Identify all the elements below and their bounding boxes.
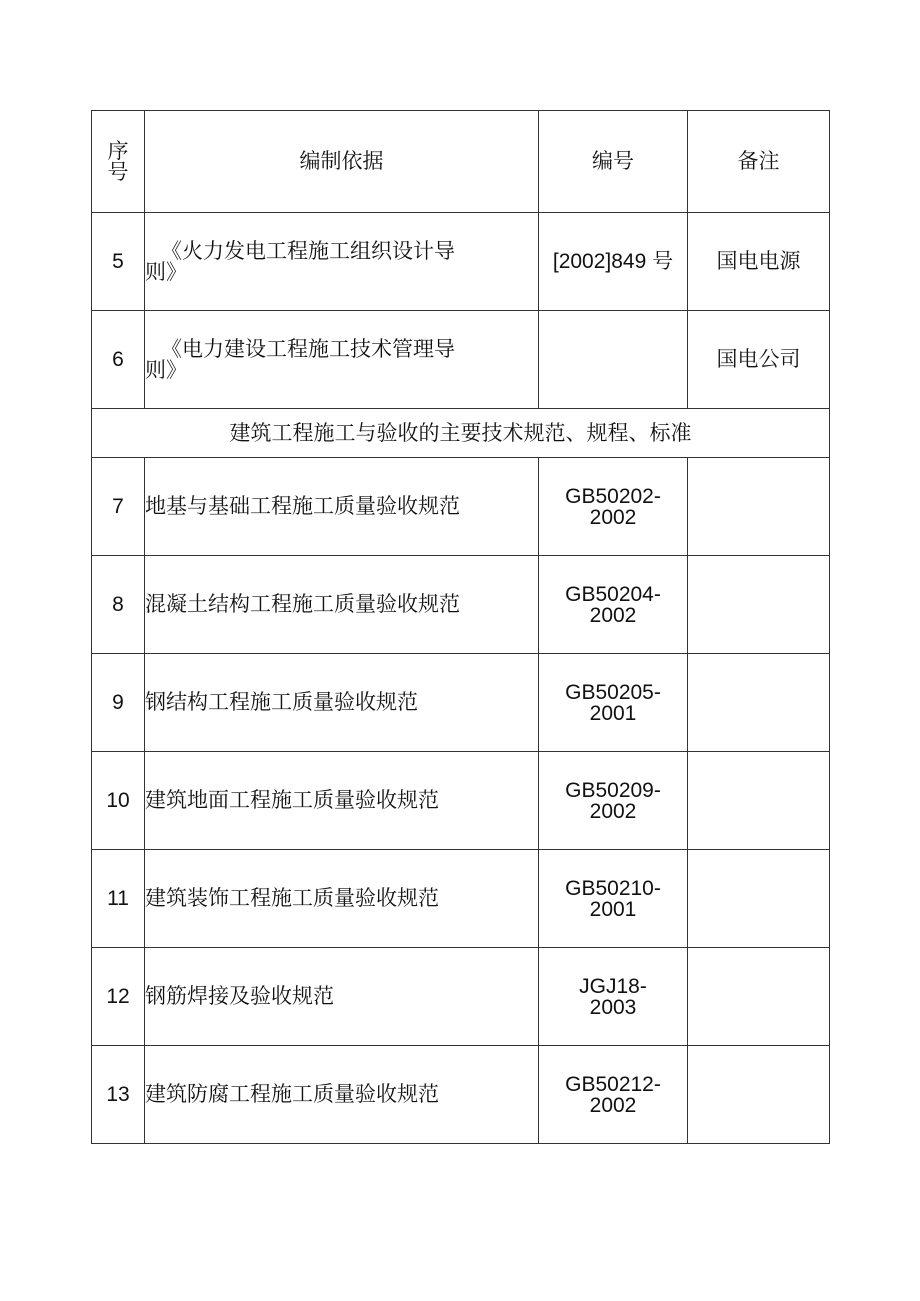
row-code-line2: 2001 <box>589 701 637 725</box>
row-basis-line1: 《电力建设工程施工技术管理导 <box>161 336 455 361</box>
row-code <box>539 850 688 948</box>
row-basis: 钢筋焊接及验收规范 <box>145 948 539 1046</box>
header-seq-line1: 序 <box>107 138 129 163</box>
row-code <box>539 311 688 409</box>
row-note <box>688 1046 830 1144</box>
row-note: 国电公司 <box>688 311 830 409</box>
header-basis: 编制依据 <box>145 111 539 213</box>
row-seq: 13 <box>92 1046 145 1144</box>
specification-table <box>91 110 830 1144</box>
row-seq: 7 <box>92 458 145 556</box>
row-note <box>688 948 830 1046</box>
table-row <box>92 213 830 311</box>
row-code <box>539 556 688 654</box>
row-note <box>688 458 830 556</box>
row-seq: 11 <box>92 850 145 948</box>
row-basis: 建筑地面工程施工质量验收规范 <box>145 752 539 850</box>
table-header-row <box>92 111 830 213</box>
row-basis-line1: 《火力发电工程施工组织设计导 <box>161 238 455 263</box>
header-seq-line2: 号 <box>107 159 129 184</box>
row-basis: 地基与基础工程施工质量验收规范 <box>145 458 539 556</box>
table-row <box>92 458 830 556</box>
section-title: 建筑工程施工与验收的主要技术规范、规程、标准 <box>92 409 830 458</box>
header-code: 编号 <box>539 111 688 213</box>
table-row <box>92 311 830 409</box>
row-code <box>539 654 688 752</box>
table-row <box>92 752 830 850</box>
row-code-line2: 2002 <box>589 505 637 529</box>
row-seq: 10 <box>92 752 145 850</box>
row-basis: 钢结构工程施工质量验收规范 <box>145 654 539 752</box>
row-note <box>688 752 830 850</box>
row-code-line1: JGJ18- <box>579 974 647 998</box>
row-basis: 混凝土结构工程施工质量验收规范 <box>145 556 539 654</box>
row-basis <box>145 311 539 409</box>
header-note: 备注 <box>688 111 830 213</box>
row-code-line1: GB50210- <box>565 876 661 900</box>
row-seq: 12 <box>92 948 145 1046</box>
row-basis <box>145 213 539 311</box>
row-note <box>688 556 830 654</box>
header-seq <box>92 111 145 213</box>
row-code: [2002]849 号 <box>539 213 688 311</box>
row-basis-line2: 则》 <box>145 357 187 382</box>
table-row <box>92 556 830 654</box>
row-code-line2: 2002 <box>589 603 637 627</box>
row-code-line2: 2001 <box>589 897 637 921</box>
table-row <box>92 850 830 948</box>
row-code <box>539 752 688 850</box>
row-seq: 5 <box>92 213 145 311</box>
row-seq: 8 <box>92 556 145 654</box>
section-header-row <box>92 409 830 458</box>
row-code <box>539 1046 688 1144</box>
row-seq: 9 <box>92 654 145 752</box>
row-basis: 建筑防腐工程施工质量验收规范 <box>145 1046 539 1144</box>
row-code-line2: 2002 <box>589 1093 637 1117</box>
row-code <box>539 948 688 1046</box>
table-row <box>92 1046 830 1144</box>
row-code-line1: GB50212- <box>565 1072 661 1096</box>
row-note: 国电电源 <box>688 213 830 311</box>
row-code-line2: 2003 <box>589 995 637 1019</box>
row-note <box>688 850 830 948</box>
row-code <box>539 458 688 556</box>
row-basis-line2: 则》 <box>145 259 187 284</box>
row-code-line1: GB50209- <box>565 778 661 802</box>
table-row <box>92 654 830 752</box>
row-code-line1: GB50205- <box>565 680 661 704</box>
row-code-line1: GB50202- <box>565 484 661 508</box>
row-basis: 建筑装饰工程施工质量验收规范 <box>145 850 539 948</box>
table-row <box>92 948 830 1046</box>
row-note <box>688 654 830 752</box>
row-seq: 6 <box>92 311 145 409</box>
row-code-line1: GB50204- <box>565 582 661 606</box>
row-code-line2: 2002 <box>589 799 637 823</box>
